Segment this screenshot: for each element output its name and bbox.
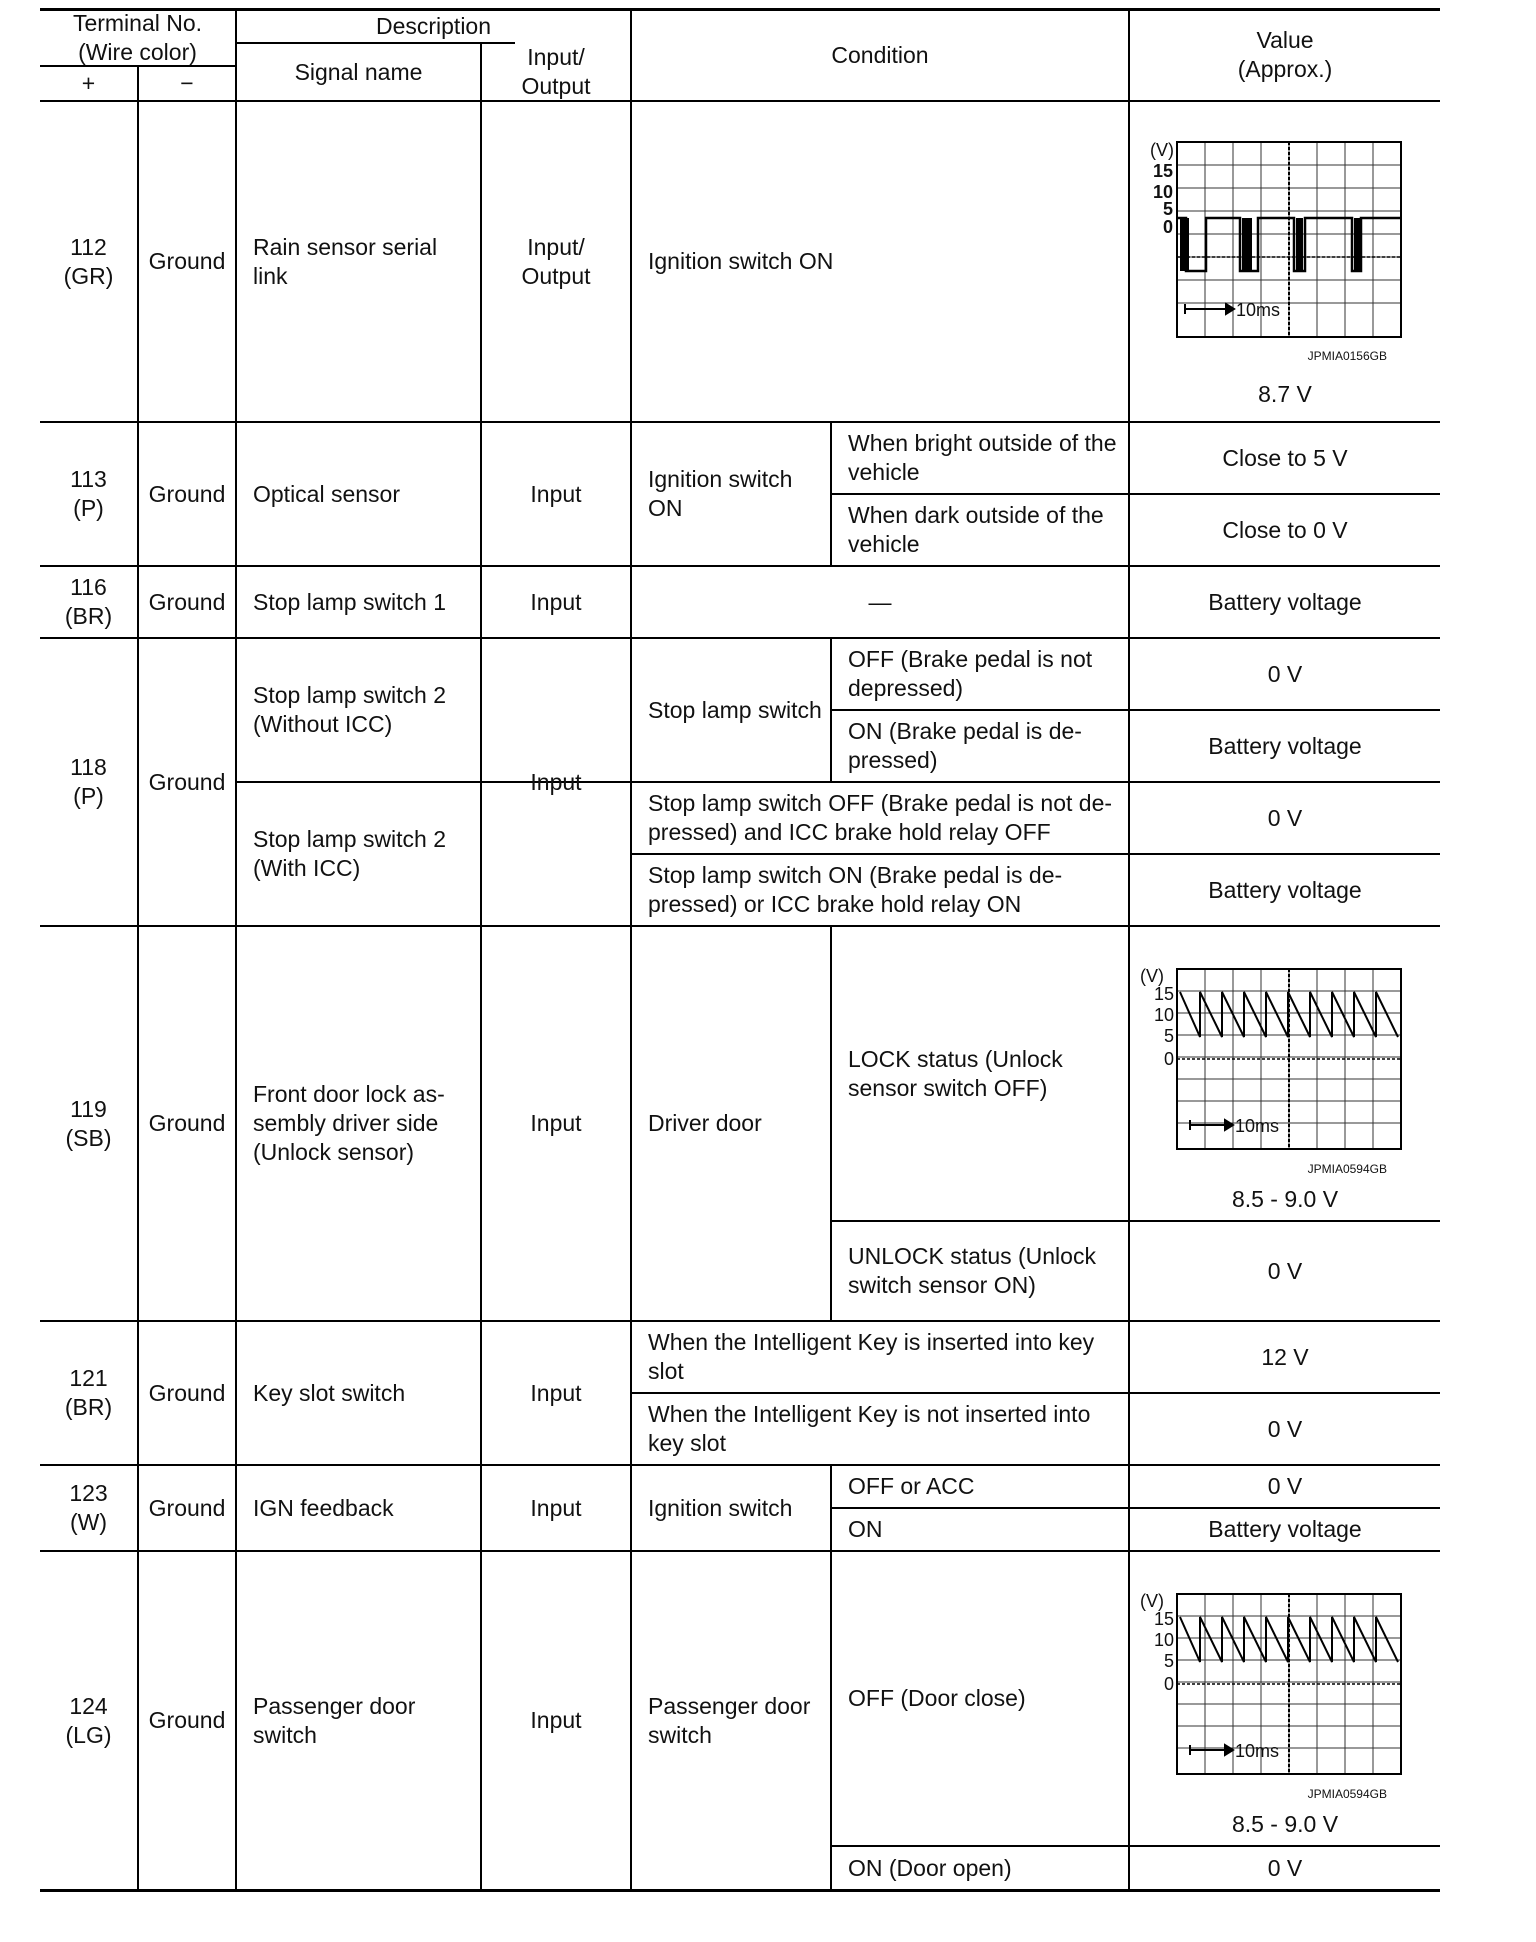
signal-118-with-icc: Stop lamp switch 2 (With ICC) bbox=[253, 826, 447, 881]
header-value: Value (Approx.) bbox=[1237, 27, 1333, 82]
terminal-113: 113 (P) bbox=[70, 466, 107, 521]
wave-112-code: JPMIA0156GB bbox=[1307, 349, 1387, 363]
condition-119: Driver door bbox=[648, 1110, 762, 1136]
wave-124-unit: (V) bbox=[1140, 1591, 1164, 1611]
ground-112: Ground bbox=[148, 248, 226, 274]
wave-119-tick-0: 0 bbox=[1163, 1049, 1174, 1069]
terminal-118: 118 (P) bbox=[70, 754, 107, 809]
wave-119-code: JPMIA0594GB bbox=[1307, 1162, 1387, 1176]
io-123: Input bbox=[530, 1494, 582, 1521]
value-113-dark: Close to 0 V bbox=[1222, 516, 1348, 543]
io-119: Input bbox=[530, 1110, 582, 1136]
condition-121-not-inserted: When the Intelligent Key is not inserted into key slot bbox=[648, 1401, 1091, 1456]
value-118-icc-on: Battery voltage bbox=[1208, 876, 1362, 903]
condition-119-unlock: UNLOCK status (Unlock switch sensor ON) bbox=[848, 1243, 1096, 1298]
io-121: Input bbox=[530, 1379, 582, 1406]
wave-112-tick-5: 5 bbox=[1162, 199, 1173, 219]
condition-124: Passenger door switch bbox=[648, 1692, 811, 1748]
value-118-icc-off: 0 V bbox=[1267, 804, 1303, 831]
condition-113-dark: When dark outside of the vehicle bbox=[848, 502, 1104, 557]
wave-112-tick-0: 0 bbox=[1162, 217, 1173, 237]
header-signal-name: Signal name bbox=[294, 58, 423, 85]
value-121-not-inserted: 0 V bbox=[1267, 1415, 1303, 1442]
header-condition: Condition bbox=[831, 41, 929, 68]
condition-116: — bbox=[868, 588, 892, 615]
ground-118: Ground bbox=[148, 768, 226, 795]
ground-123: Ground bbox=[148, 1494, 226, 1521]
signal-113: Optical sensor bbox=[253, 480, 401, 507]
value-121-inserted: 12 V bbox=[1261, 1343, 1309, 1370]
condition-123-off-acc: OFF or ACC bbox=[848, 1473, 975, 1499]
wave-119-tick-10: 10 bbox=[1153, 1005, 1174, 1025]
signal-112: Rain sensor serial link bbox=[253, 233, 438, 289]
io-113: Input bbox=[530, 480, 582, 507]
terminal-table bbox=[40, 8, 1440, 1888]
value-112: 8.7 V bbox=[1258, 381, 1312, 407]
signal-124: Passenger door switch bbox=[253, 1692, 416, 1748]
condition-119-lock: LOCK status (Unlock sensor switch OFF) bbox=[848, 1045, 1063, 1101]
signal-116: Stop lamp switch 1 bbox=[253, 588, 447, 615]
value-118-on: Battery voltage bbox=[1208, 732, 1362, 759]
waveform-124 bbox=[1130, 1552, 1440, 1845]
wave-112-unit: (V) bbox=[1150, 140, 1174, 160]
wave-119-tick-15: 15 bbox=[1153, 984, 1174, 1004]
waveform-119 bbox=[1130, 927, 1440, 1220]
terminal-112: 112 (GR) bbox=[63, 233, 114, 289]
value-113-bright: Close to 5 V bbox=[1222, 444, 1348, 471]
signal-119: Front door lock as-sembly driver side (Unlock sensor) bbox=[253, 1081, 445, 1165]
condition-118-icc-on: Stop lamp switch ON (Brake pedal is de-pressed) or ICC brake hold relay ON bbox=[648, 862, 1063, 917]
value-123-off-acc: 0 V bbox=[1267, 1473, 1303, 1499]
condition-112: Ignition switch ON bbox=[648, 248, 834, 274]
header-terminal-no: Terminal No. (Wire color) bbox=[72, 9, 203, 65]
terminal-116: 116 (BR) bbox=[64, 574, 113, 629]
signal-121: Key slot switch bbox=[253, 1379, 406, 1406]
wave-124-tick-15: 15 bbox=[1153, 1609, 1174, 1629]
wave-112-time-label: 10ms bbox=[1236, 300, 1281, 320]
ground-113: Ground bbox=[148, 480, 226, 507]
wave-112-tick-15: 15 bbox=[1152, 161, 1173, 181]
value-119-lock: 8.5 - 9.0 V bbox=[1231, 1186, 1339, 1212]
wave-119-unit: (V) bbox=[1140, 966, 1164, 986]
wave-119-tick-5: 5 bbox=[1163, 1026, 1174, 1046]
header-plus: + bbox=[81, 70, 96, 96]
signal-118-without-icc: Stop lamp switch 2 (Without ICC) bbox=[253, 682, 447, 737]
wave-124-code: JPMIA0594GB bbox=[1307, 1787, 1387, 1801]
header-description: Description bbox=[375, 12, 492, 39]
io-124: Input bbox=[530, 1707, 582, 1733]
io-116: Input bbox=[530, 588, 582, 615]
terminal-124: 124 (LG) bbox=[65, 1692, 112, 1748]
value-118-off: 0 V bbox=[1267, 660, 1303, 687]
ground-121: Ground bbox=[148, 1379, 226, 1406]
value-124-off: 8.5 - 9.0 V bbox=[1231, 1811, 1339, 1837]
condition-113: Ignition switch ON bbox=[648, 466, 793, 521]
waveform-112 bbox=[1130, 102, 1440, 421]
wave-124-tick-0: 0 bbox=[1163, 1674, 1174, 1694]
value-116: Battery voltage bbox=[1208, 588, 1362, 615]
oscilloscope-sawtooth-124 bbox=[1130, 1552, 1440, 1845]
ground-116: Ground bbox=[148, 588, 226, 615]
wave-124-tick-5: 5 bbox=[1163, 1651, 1174, 1671]
value-123-on: Battery voltage bbox=[1208, 1516, 1362, 1542]
condition-118-icc-off: Stop lamp switch OFF (Brake pedal is not de-pressed) and ICC brake hold relay OFF bbox=[648, 790, 1113, 845]
condition-118-off: OFF (Brake pedal is not depressed) bbox=[848, 646, 1093, 701]
condition-124-on: ON (Door open) bbox=[848, 1854, 1012, 1881]
condition-123: Ignition switch bbox=[648, 1494, 793, 1521]
value-124-on: 0 V bbox=[1267, 1854, 1303, 1881]
wave-124-time-label: 10ms bbox=[1235, 1741, 1280, 1761]
condition-121-inserted: When the Intelligent Key is inserted into key slot bbox=[648, 1329, 1095, 1384]
wave-119-time-label: 10ms bbox=[1235, 1116, 1280, 1136]
oscilloscope-sawtooth bbox=[1130, 927, 1440, 1220]
header-minus: − bbox=[180, 70, 194, 96]
terminal-121: 121 (BR) bbox=[64, 1365, 113, 1420]
terminal-119: 119 (SB) bbox=[65, 1095, 112, 1151]
wave-124-tick-10: 10 bbox=[1153, 1630, 1174, 1650]
ground-124: Ground bbox=[148, 1707, 226, 1733]
terminal-123: 123 (W) bbox=[69, 1480, 108, 1535]
io-118: Input bbox=[530, 768, 582, 795]
oscilloscope-serial bbox=[1130, 102, 1440, 421]
signal-123: IGN feedback bbox=[253, 1494, 394, 1521]
wave-112-tick-10: 10 bbox=[1152, 182, 1173, 202]
condition-124-off: OFF (Door close) bbox=[848, 1685, 1026, 1711]
value-119-unlock: 0 V bbox=[1267, 1257, 1303, 1284]
ground-119: Ground bbox=[148, 1110, 226, 1136]
header-input-output: Input/ Output bbox=[521, 44, 591, 99]
condition-113-bright: When bright outside of the vehicle bbox=[848, 430, 1117, 485]
condition-123-on: ON bbox=[848, 1516, 883, 1542]
condition-118-stop-lamp: Stop lamp switch bbox=[648, 696, 822, 723]
condition-118-on: ON (Brake pedal is de-pressed) bbox=[848, 718, 1082, 773]
io-112: Input/ Output bbox=[521, 233, 591, 289]
